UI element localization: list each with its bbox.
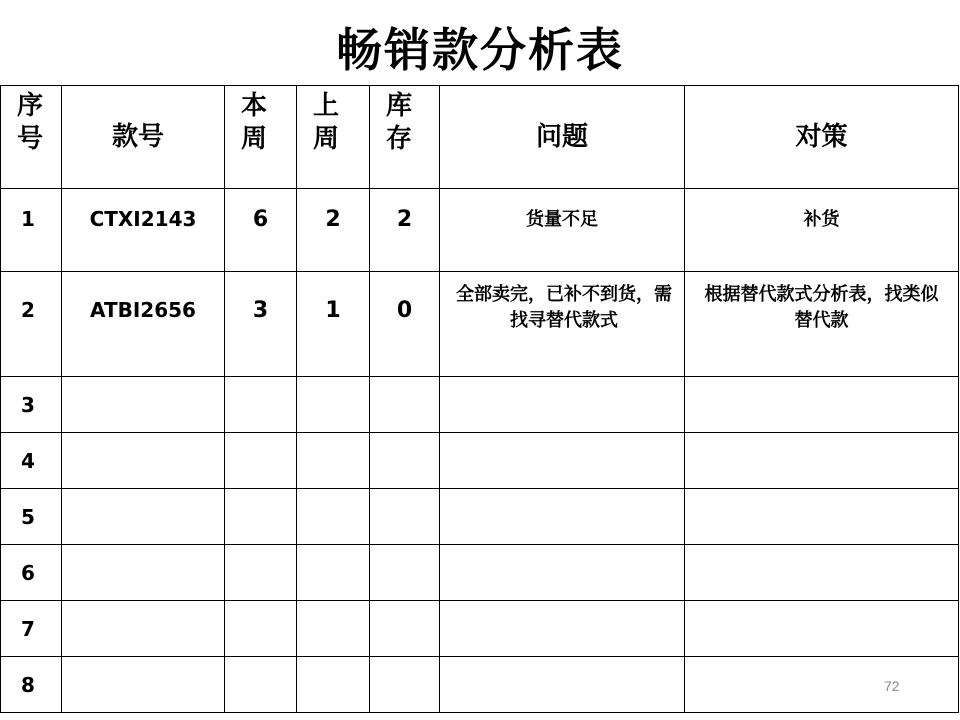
cell-problem <box>440 489 685 545</box>
cell-stock <box>370 657 440 713</box>
table-row <box>1 545 959 601</box>
cell-stock <box>370 433 440 489</box>
cell-last-week <box>297 433 370 489</box>
header-stock <box>370 86 440 189</box>
header-code: 款号 <box>62 86 225 189</box>
cell-code <box>62 489 225 545</box>
cell-this-week <box>225 657 297 713</box>
header-last-week-line2: 周 <box>313 124 340 154</box>
cell-stock <box>370 377 440 433</box>
table-row <box>1 489 959 545</box>
page-title: 畅销款分析表 <box>336 23 624 77</box>
header-this-week-line1: 本 <box>241 91 268 121</box>
table-row <box>1 601 959 657</box>
cell-this-week: 6 <box>225 189 297 272</box>
cell-last-week <box>297 545 370 601</box>
cell-strategy <box>685 657 959 713</box>
cell-problem <box>440 545 685 601</box>
cell-code <box>62 545 225 601</box>
cell-problem <box>440 601 685 657</box>
table-row <box>1 433 959 489</box>
header-stock-line1: 库 <box>386 91 413 121</box>
cell-index: 1 <box>1 189 62 272</box>
header-this-week <box>225 86 297 189</box>
header-index-line1: 序 <box>17 91 44 121</box>
header-strategy: 对策 <box>685 86 959 189</box>
table-row <box>1 189 959 272</box>
cell-strategy <box>685 489 959 545</box>
cell-index: 3 <box>1 377 62 433</box>
cell-code: CTXI2143 <box>62 189 225 272</box>
cell-strategy <box>685 545 959 601</box>
cell-index: 5 <box>1 489 62 545</box>
header-row <box>1 86 959 189</box>
cell-stock: 2 <box>370 189 440 272</box>
cell-this-week <box>225 545 297 601</box>
cell-index: 8 <box>1 657 62 713</box>
cell-strategy: 根据替代款式分析表，找类似替代款 <box>685 272 959 377</box>
cell-last-week <box>297 601 370 657</box>
cell-this-week <box>225 601 297 657</box>
header-this-week-line2: 周 <box>241 124 268 154</box>
page-number: 72 <box>884 678 900 694</box>
cell-stock <box>370 601 440 657</box>
cell-last-week <box>297 377 370 433</box>
cell-stock: 0 <box>370 272 440 377</box>
cell-problem: 货量不足 <box>440 189 685 272</box>
header-last-week-line1: 上 <box>313 91 340 121</box>
table-row <box>1 657 959 713</box>
cell-stock <box>370 545 440 601</box>
cell-problem: 全部卖完，已补不到货，需找寻替代款式 <box>440 272 685 377</box>
cell-last-week <box>297 489 370 545</box>
bestseller-analysis-table <box>0 85 959 713</box>
header-stock-line2: 存 <box>386 124 413 154</box>
cell-code: ATBI2656 <box>62 272 225 377</box>
cell-index: 6 <box>1 545 62 601</box>
cell-code <box>62 657 225 713</box>
cell-problem <box>440 657 685 713</box>
cell-strategy <box>685 433 959 489</box>
cell-index: 4 <box>1 433 62 489</box>
cell-code <box>62 377 225 433</box>
cell-this-week <box>225 489 297 545</box>
cell-problem <box>440 377 685 433</box>
header-index <box>1 86 62 189</box>
cell-last-week <box>297 657 370 713</box>
table-row <box>1 377 959 433</box>
cell-last-week: 1 <box>297 272 370 377</box>
cell-problem <box>440 433 685 489</box>
cell-strategy <box>685 601 959 657</box>
cell-code <box>62 601 225 657</box>
cell-stock <box>370 489 440 545</box>
cell-last-week: 2 <box>297 189 370 272</box>
cell-this-week <box>225 433 297 489</box>
header-last-week <box>297 86 370 189</box>
table-row <box>1 272 959 377</box>
header-index-line2: 号 <box>17 124 44 154</box>
cell-index: 2 <box>1 272 62 377</box>
cell-code <box>62 433 225 489</box>
cell-index: 7 <box>1 601 62 657</box>
cell-strategy: 补货 <box>685 189 959 272</box>
cell-this-week: 3 <box>225 272 297 377</box>
cell-this-week <box>225 377 297 433</box>
cell-strategy <box>685 377 959 433</box>
header-problem: 问题 <box>440 86 685 189</box>
